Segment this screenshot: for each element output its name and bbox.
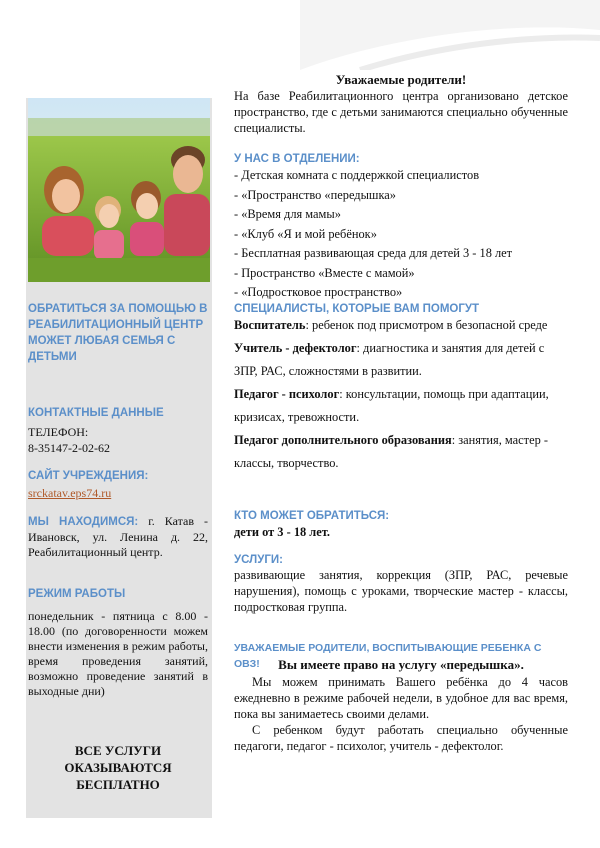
schedule-text: понедельник - пятница с 8.00 - 18.00 (по договоренности можем внести изменения в режим работы, время проведения занятий, возможно проведение занятий в выходные дни) <box>28 609 208 698</box>
list-item: - «Подростковое пространство» <box>234 285 403 299</box>
specialist-role: Воспитатель <box>234 318 306 332</box>
greeting-title: Уважаемые родители! <box>335 72 467 87</box>
who-heading: КТО МОЖЕТ ОБРАТИТЬСЯ: <box>234 510 390 522</box>
ovz-right-title: Вы имеете право на услугу «передышка». <box>278 657 524 672</box>
location-text: г. Катав - Ивановск, ул. Ленина д. 22, Реабилитационный центр. <box>28 514 208 559</box>
list-item: - «Клуб «Я и мой ребёнок» <box>234 226 377 241</box>
schedule-heading: РЕЖИМ РАБОТЫ <box>28 588 126 600</box>
free-line-1: ВСЕ УСЛУГИ <box>74 743 162 758</box>
specialists-list <box>234 314 568 475</box>
free-line-2: ОКАЗЫВАЮТСЯ <box>64 760 172 775</box>
appeal-heading: ОБРАТИТЬСЯ ЗА ПОМОЩЬЮ В РЕАБИЛИТАЦИОННЫЙ ЦЕНТР МОЖЕТ ЛЮБАЯ СЕМЬЯ С ДЕТЬМИ <box>28 303 208 363</box>
family-photo <box>28 98 210 282</box>
spec-heading: СПЕЦИАЛИСТЫ, КОТОРЫЕ ВАМ ПОМОГУТ <box>234 303 480 315</box>
free-line-3: БЕСПЛАТНО <box>76 777 160 792</box>
specialist-item <box>234 314 568 337</box>
decorative-swoosh <box>300 0 600 70</box>
specialist-item <box>234 383 568 429</box>
specialist-desc: : ребенок под присмотром в безопасной среде <box>305 318 548 332</box>
specialist-role: Педагог дополнительного образования <box>234 433 452 447</box>
dept-list <box>234 166 568 303</box>
services-heading: УСЛУГИ: <box>234 554 284 566</box>
ovz-paragraph-2: С ребенком будут работать специально обученные педагоги, педагог - психолог, учитель - дефектолог. <box>234 723 568 753</box>
intro-text: На базе Реабилитационного центра организовано детское пространство, где с детьми занимаются специально обученные специалисты. <box>234 89 568 135</box>
location-heading: МЫ НАХОДИМСЯ: <box>28 516 139 528</box>
services-text: развивающие занятия, коррекция (ЗПР, РАС, речевые нарушения), помощь с уроками, творческие мастер - классы, подростковая группа. <box>234 568 568 614</box>
who-text: дети от 3 - 18 лет. <box>234 525 331 539</box>
list-item: - «Время для мамы» <box>234 207 341 221</box>
site-heading: САЙТ УЧРЕЖДЕНИЯ: <box>28 470 149 482</box>
specialist-desc: : занятия, мастер - классы, творчество. <box>234 433 549 470</box>
specialist-role: Учитель - дефектолог <box>234 341 357 355</box>
list-item: - «Пространство «передышка» <box>234 187 396 202</box>
list-item: - Бесплатная развивающая среда для детей 3 - 18 лет <box>234 246 513 260</box>
ovz-paragraph-1: Мы можем принимать Вашего ребёнка до 4 часов ежедневно в режиме рабочей недели, в удобное для вас время, пока вы занимаетесь своими делами. <box>234 675 568 721</box>
ovz-heading: УВАЖАЕМЫЕ РОДИТЕЛИ, ВОСПИТЫВАЮЩИЕ РЕБЕНКА С ОВЗ! <box>234 642 542 670</box>
specialist-desc: : диагностика и занятия для детей с ЗПР, РАС, сложностями в развитии. <box>234 341 545 378</box>
location-block <box>28 514 208 560</box>
specialist-item <box>234 337 568 383</box>
site-link[interactable]: srckatav.eps74.ru <box>28 486 112 500</box>
specialist-desc: : консультации, помощь при адаптации, кризисах, тревожности. <box>234 387 549 424</box>
dept-heading: У НАС В ОТДЕЛЕНИИ: <box>234 153 360 165</box>
phone-number: 8-35147-2-02-62 <box>28 441 110 455</box>
list-item: - Детская комната с поддержкой специалистов <box>234 168 480 182</box>
free-services-note <box>28 742 208 793</box>
contacts-heading: КОНТАКТНЫЕ ДАННЫЕ <box>28 407 164 419</box>
list-item: - Пространство «Вместе с мамой» <box>234 265 415 280</box>
specialist-item <box>234 429 568 475</box>
phone-label: ТЕЛЕФОН: <box>28 425 89 439</box>
specialist-role: Педагог - психолог <box>234 387 340 401</box>
